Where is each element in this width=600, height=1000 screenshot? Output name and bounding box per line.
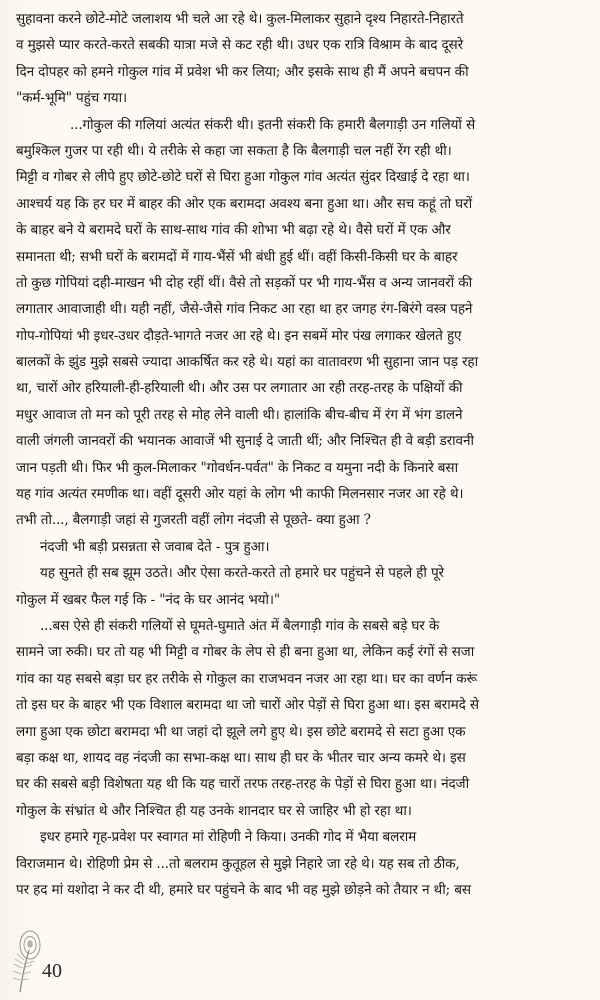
text-line: गांव का यह सबसे बड़ा घर हर तरीके से गोकुल का राजभवन नजर आ रहा था। घर का वर्णन करूं bbox=[16, 670, 477, 687]
text-line: दिन दोपहर को हमने गोकुल गांव में प्रवेश भी कर लिया; और इसके साथ ही मैं अपने बचपन की bbox=[16, 63, 469, 80]
text-line: के बाहर बने ये बरामदे घरों के साथ-साथ गांव की शोभा भी बढ़ा रहे थे। वैसे घरों में एक और bbox=[16, 222, 451, 239]
text-line: बमुश्किल गुजर पा रही थी। ये तरीके से कहा जा सकता है कि बैलगाड़ी चल नहीं रेंग रही थी। bbox=[16, 142, 452, 159]
text-line: लगातार आवाजाही थी। यही नहीं, जैसे-जैसे गांव निकट आ रहा था हर जगह रंग-बिरंगे वस्त्र पहने bbox=[16, 301, 473, 318]
text-line: मिट्टी व गोबर से लीपे हुए छोटे-छोटे घरों से घिरा हुआ गोकुल गांव अत्यंत सुंदर दिखाई दे रहा था। bbox=[16, 169, 470, 186]
text-line: मधुर आवाज तो मन को पूरी तरह से मोह लेने वाली थी। हालांकि बीच-बीच में रंग में भंग डालने bbox=[16, 406, 463, 423]
text-line: तो इस घर के बाहर भी एक विशाल बरामदा था जो चारों ओर पेड़ों से घिरा हुआ था। इस बरामदे से bbox=[16, 697, 479, 714]
text-line: तभी तो..., बैलगाड़ी जहां से गुजरती वहीं लोग नंदजी से पूछते- क्या हुआ ? bbox=[16, 512, 371, 529]
text-line: था, चारों ओर हरियाली-ही-हरियाली थी। और उस पर लगातार आ रही तरह-तरह के पक्षियों की bbox=[16, 380, 463, 397]
page-number: 40 bbox=[42, 960, 62, 982]
text-line: बड़ा कक्ष था, शायद वह नंदजी का सभा-कक्ष था। साथ ही घर के भीतर चार अन्य कमरे थे। इस bbox=[16, 749, 466, 766]
page-footer bbox=[10, 928, 210, 998]
text-line: तो कुछ गोपियां दही-माखन भी दोह रहीं थीं। वैसे तो सड़कों पर भी गाय-भैंस व अन्य जानवरों की bbox=[16, 274, 473, 291]
paragraph-start-line: ...गोकुल की गलियां अत्यंत संकरी थी। इतनी संकरी कि हमारी बैलगाड़ी उन गलियों से bbox=[70, 116, 475, 133]
dialogue-line: नंदजी भी बड़ी प्रसन्नता से जवाब देते - पुत्र हुआ। bbox=[40, 538, 270, 555]
text-line: यह गांव अत्यंत रमणीक था। वहीं दूसरी ओर यहां के लोग भी काफी मिलनसार नजर आ रहे थे। bbox=[16, 486, 464, 503]
text-line: वाली जंगली जानवरों की भयानक आवाजें भी सुनाई दे जाती थीं; और निश्चित ही वे बड़ी डरावनी bbox=[16, 433, 474, 450]
text-line: पर हद मां यशोदा ने कर दी थी, हमारे घर पहुंचने के बाद भी वह मुझे छोड़ने को तैयार न थी; बस bbox=[16, 881, 471, 898]
peacock-feather-icon bbox=[10, 928, 44, 994]
text-line: गोकुल में खबर फैल गई कि - "नंद के घर आनंद भयो।" bbox=[16, 591, 281, 608]
body-text bbox=[16, 6, 586, 903]
text-line: घर की सबसे बड़ी विशेषता यह थी कि यह चारों तरफ तरह-तरह के पेड़ों से घिरा हुआ था। नंदजी bbox=[16, 776, 469, 793]
text-line: लगा हुआ एक छोटा बरामदा भी था जहां दो झूले लगे हुए थे। इस छोटे बरामदे से सटा हुआ एक bbox=[16, 723, 466, 740]
text-line: व मुझसे प्यार करते-करते सबकी यात्रा मजे से कट रही थी। उधर एक रात्रि विश्राम के बाद दूसरे bbox=[16, 37, 463, 54]
text-line: गोप-गोपियां भी इधर-उधर दौड़ते-भागते नजर आ रहे थे। इन सबमें मोर पंख लगाकर खेलते हुए bbox=[16, 327, 462, 344]
paragraph-start-line: यह सुनते ही सब झूम उठते। और ऐसा करते-करते तो हमारे घर पहुंचने से पहले ही पूरे bbox=[40, 565, 444, 582]
text-line: आश्चर्य यह कि हर घर में बाहर की ओर एक बरामदा अवश्य बना हुआ था। और सच कहूं तो घरों bbox=[16, 195, 472, 212]
text-line: "कर्म-भूमि" पहुंच गया। bbox=[16, 90, 128, 107]
text-line: सुहावना करने छोटे-मोटे जलाशय भी चले आ रहे थे। कुल-मिलाकर सुहाने दृश्य निहारते-निहारते bbox=[16, 11, 464, 27]
text-line: विराजमान थे। रोहिणी प्रेम से ...तो बलराम कुतूहल से मुझे निहारे जा रहे थे। यह सब तो ठीक, bbox=[16, 855, 460, 872]
paragraph-start-line: इधर हमारे गृह-प्रवेश पर स्वागत मां रोहिणी ने किया। उनकी गोद में भैया बलराम bbox=[40, 829, 417, 846]
text-line: बालकों के झुंड मुझे सबसे ज्यादा आकर्षित कर रहे थे। यहां का वातावरण भी सुहाना जान पड़ रहा bbox=[16, 354, 478, 371]
text-line: जान पड़ती थी। फिर भी कुल-मिलाकर "गोवर्धन-पर्वत" के निकट व यमुना नदी के किनारे बसा bbox=[16, 459, 458, 476]
text-line: सामने जा रुकी। घर तो यह भी मिट्टी व गोबर के लेप से ही बना हुआ था, लेकिन कई रंगों से सजा bbox=[16, 644, 475, 661]
text-line: गोकुल के संभ्रांत थे और निश्चित ही यह उनके शानदार घर से जाहिर भी हो रहा था। bbox=[16, 802, 412, 819]
text-line: समानता थी; सभी घरों के बरामदों में गाय-भैंसें भी बंधी हुई थीं। वहीं किसी-किसी घर के बाहर bbox=[16, 248, 458, 265]
paragraph-start-line: ...बस ऐसे ही संकरी गलियों से घूमते-घुमाते अंत में बैलगाड़ी गांव के सबसे बड़े घर के bbox=[40, 617, 440, 634]
